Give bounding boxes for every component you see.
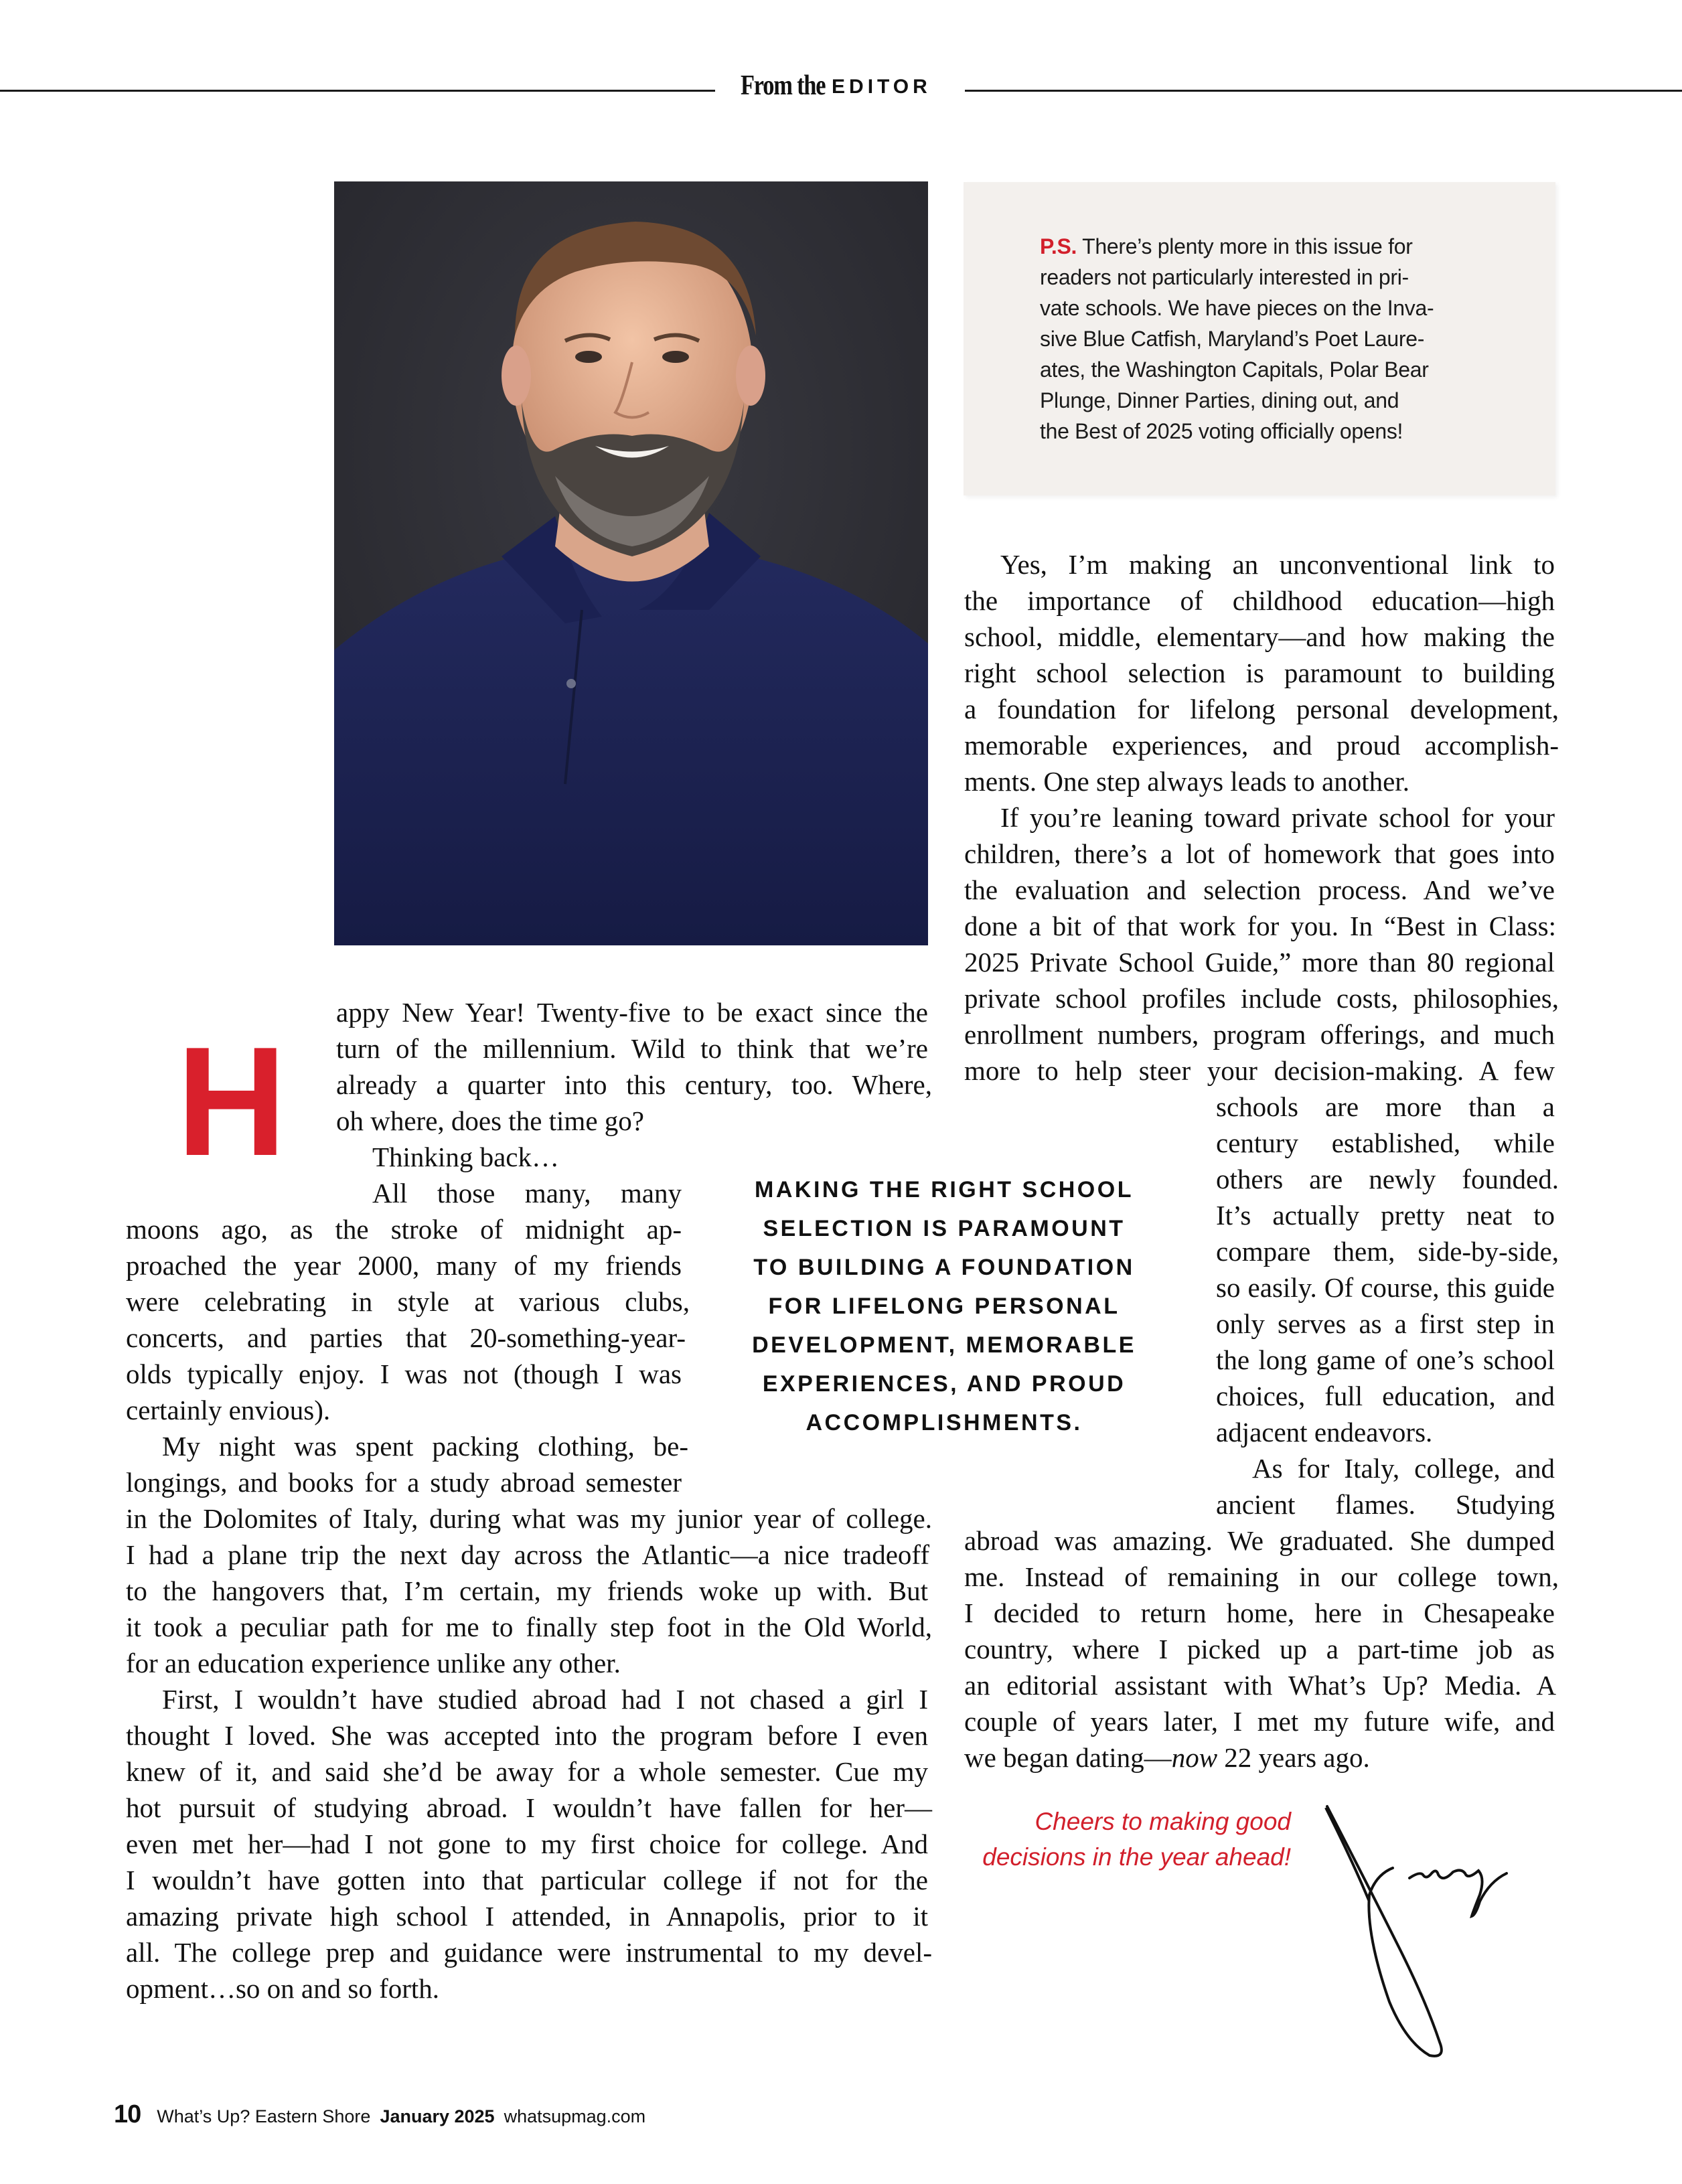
body-line: olds typically enjoy. I was not (though I was bbox=[126, 1358, 682, 1389]
magazine-name: What’s Up? Eastern Shore bbox=[157, 2106, 371, 2126]
body-line: All those many, many bbox=[372, 1178, 682, 1208]
section-header bbox=[741, 70, 931, 102]
body-line: abroad was amazing. We graduated. She dumped bbox=[964, 1525, 1555, 1556]
body-line: private school profiles include costs, philosophies, bbox=[964, 983, 1559, 1014]
header-from-the: From the bbox=[741, 70, 826, 101]
page-footer bbox=[114, 2100, 645, 2129]
body-line: all. The college prep and guidance were instrumental to my devel- bbox=[126, 1937, 932, 1968]
ps-line: the Best of 2025 voting officially opens! bbox=[1040, 419, 1403, 443]
body-line: an editorial assistant with What’s Up? Media. A bbox=[964, 1670, 1556, 1701]
body-line: It’s actually pretty neat to bbox=[1216, 1200, 1555, 1231]
body-line: the importance of childhood education—high bbox=[964, 585, 1555, 616]
editor-signature bbox=[1312, 1801, 1540, 2072]
body-line: moons ago, as the stroke of midnight ap- bbox=[126, 1214, 682, 1245]
body-line: ments. One step always leads to another. bbox=[964, 766, 1409, 797]
body-line: Yes, I’m making an unconventional link to bbox=[1000, 549, 1555, 580]
body-line: schools are more than a bbox=[1216, 1091, 1555, 1122]
signoff-line: Cheers to making good bbox=[1035, 1808, 1291, 1835]
pull-quote-line: FOR LIFELONG PERSONAL bbox=[768, 1294, 1120, 1319]
body-line: done a bit of that work for you. In “Best in Class: bbox=[964, 911, 1556, 941]
body-line: My night was spent packing clothing, be- bbox=[162, 1431, 688, 1462]
body-line: adjacent endeavors. bbox=[1216, 1417, 1433, 1448]
body-line: I decided to return home, here in Chesapeake bbox=[964, 1597, 1555, 1628]
body-line: As for Italy, college, and bbox=[1252, 1453, 1555, 1484]
ps-line: P.S. There’s plenty more in this issue for bbox=[1040, 234, 1413, 258]
body-line: compare them, side-by-side, bbox=[1216, 1236, 1559, 1267]
page-number: 10 bbox=[114, 2100, 141, 2128]
ps-label: P.S. bbox=[1040, 234, 1077, 258]
body-line: I had a plane trip the next day across the Atlantic—a nice tradeoff bbox=[126, 1539, 929, 1570]
body-line: thought I loved. She was accepted into the program before I even bbox=[126, 1720, 928, 1751]
body-line: so easily. Of course, this guide bbox=[1216, 1272, 1555, 1303]
ps-line: ates, the Washington Capitals, Polar Bear bbox=[1040, 358, 1429, 382]
pull-quote-line: TO BUILDING A FOUNDATION bbox=[753, 1255, 1135, 1280]
body-line: even met her—had I not gone to my first choice for college. And bbox=[126, 1828, 928, 1859]
body-line: oh where, does the time go? bbox=[336, 1105, 644, 1136]
body-line: a foundation for lifelong personal development, bbox=[964, 694, 1559, 724]
body-line: ancient flames. Studying bbox=[1216, 1489, 1555, 1520]
body-line: already a quarter into this century, too. Where, bbox=[336, 1069, 932, 1100]
body-line: amazing private high school I attended, in Annapolis, prior to it bbox=[126, 1901, 928, 1932]
body-line: memorable experiences, and proud accomplish- bbox=[964, 730, 1559, 761]
ps-line: Plunge, Dinner Parties, dining out, and bbox=[1040, 388, 1399, 412]
body-line: to the hangovers that, I’m certain, my friends woke up with. But bbox=[126, 1575, 928, 1606]
body-line: First, I wouldn’t have studied abroad had I not chased a girl I bbox=[162, 1684, 928, 1715]
editor-portrait-photo bbox=[334, 181, 928, 945]
body-line: certainly envious). bbox=[126, 1395, 331, 1425]
body-line: for an education experience unlike any other. bbox=[126, 1648, 621, 1679]
body-line: the evaluation and selection process. And we’ve bbox=[964, 874, 1555, 905]
pull-quote-line: SELECTION IS PARAMOUNT bbox=[763, 1216, 1126, 1241]
pull-quote-line: DEVELOPMENT, MEMORABLE bbox=[752, 1332, 1136, 1358]
ps-line: readers not particularly interested in pri- bbox=[1040, 265, 1409, 289]
body-line: only serves as a first step in bbox=[1216, 1308, 1555, 1339]
pull-quote-line: EXPERIENCES, AND PROUD bbox=[762, 1371, 1126, 1397]
body-line: 2025 Private School Guide,” more than 80 regional bbox=[964, 947, 1555, 978]
ps-line: sive Blue Catfish, Maryland’s Poet Laure- bbox=[1040, 327, 1425, 351]
body-line: me. Instead of remaining in our college town, bbox=[964, 1561, 1559, 1592]
body-line: enrollment numbers, program offerings, and much bbox=[964, 1019, 1555, 1050]
header-rule-right bbox=[965, 90, 1682, 92]
body-line: more to help steer your decision-making. A few bbox=[964, 1055, 1555, 1086]
body-line: we began dating—now 22 years ago. bbox=[964, 1742, 1370, 1773]
body-line: knew of it, and said she’d be away for a whole semester. Cue my bbox=[126, 1756, 928, 1787]
website-url: whatsupmag.com bbox=[504, 2106, 646, 2126]
body-line: I wouldn’t have gotten into that particular college if not for the bbox=[126, 1865, 928, 1895]
pull-quote-line: ACCOMPLISHMENTS. bbox=[806, 1410, 1083, 1435]
body-line: right school selection is paramount to building bbox=[964, 657, 1555, 688]
body-line: turn of the millennium. Wild to think that we’re bbox=[336, 1033, 928, 1064]
body-line: in the Dolomites of Italy, during what was my junior year of college. bbox=[126, 1503, 932, 1534]
body-line: it took a peculiar path for me to finally step foot in the Old World, bbox=[126, 1612, 932, 1642]
body-line: opment…so on and so forth. bbox=[126, 1973, 440, 2004]
body-line: country, where I picked up a part-time job as bbox=[964, 1634, 1555, 1664]
body-line: If you’re leaning toward private school for your bbox=[1000, 802, 1555, 833]
body-line: proached the year 2000, many of my friends bbox=[126, 1250, 682, 1281]
body-line: couple of years later, I met my future wife, and bbox=[964, 1706, 1555, 1737]
body-line: hot pursuit of studying abroad. I wouldn’t have fallen for her— bbox=[126, 1792, 932, 1823]
header-editor: EDITOR bbox=[832, 76, 931, 98]
body-line: others are newly founded. bbox=[1216, 1164, 1559, 1194]
ps-line: vate schools. We have pieces on the Inva- bbox=[1040, 296, 1434, 320]
body-line: the long game of one’s school bbox=[1216, 1344, 1555, 1375]
body-line: school, middle, elementary—and how making the bbox=[964, 621, 1555, 652]
issue-date: January 2025 bbox=[380, 2106, 495, 2126]
body-line: children, there’s a lot of homework that goes into bbox=[964, 838, 1555, 869]
header-rule-left bbox=[0, 90, 715, 92]
body-line: Thinking back… bbox=[372, 1142, 559, 1172]
signoff-line: decisions in the year ahead! bbox=[982, 1843, 1291, 1871]
body-line: concerts, and parties that 20-something-year- bbox=[126, 1322, 686, 1353]
body-line: choices, full education, and bbox=[1216, 1381, 1555, 1411]
body-line: century established, while bbox=[1216, 1127, 1555, 1158]
body-line: appy New Year! Twenty-five to be exact since the bbox=[336, 997, 928, 1028]
body-line: were celebrating in style at various clubs, bbox=[126, 1286, 690, 1317]
body-line: longings, and books for a study abroad semester bbox=[126, 1467, 682, 1498]
pull-quote-line: MAKING THE RIGHT SCHOOL bbox=[755, 1177, 1134, 1202]
drop-cap: H bbox=[176, 1015, 287, 1188]
